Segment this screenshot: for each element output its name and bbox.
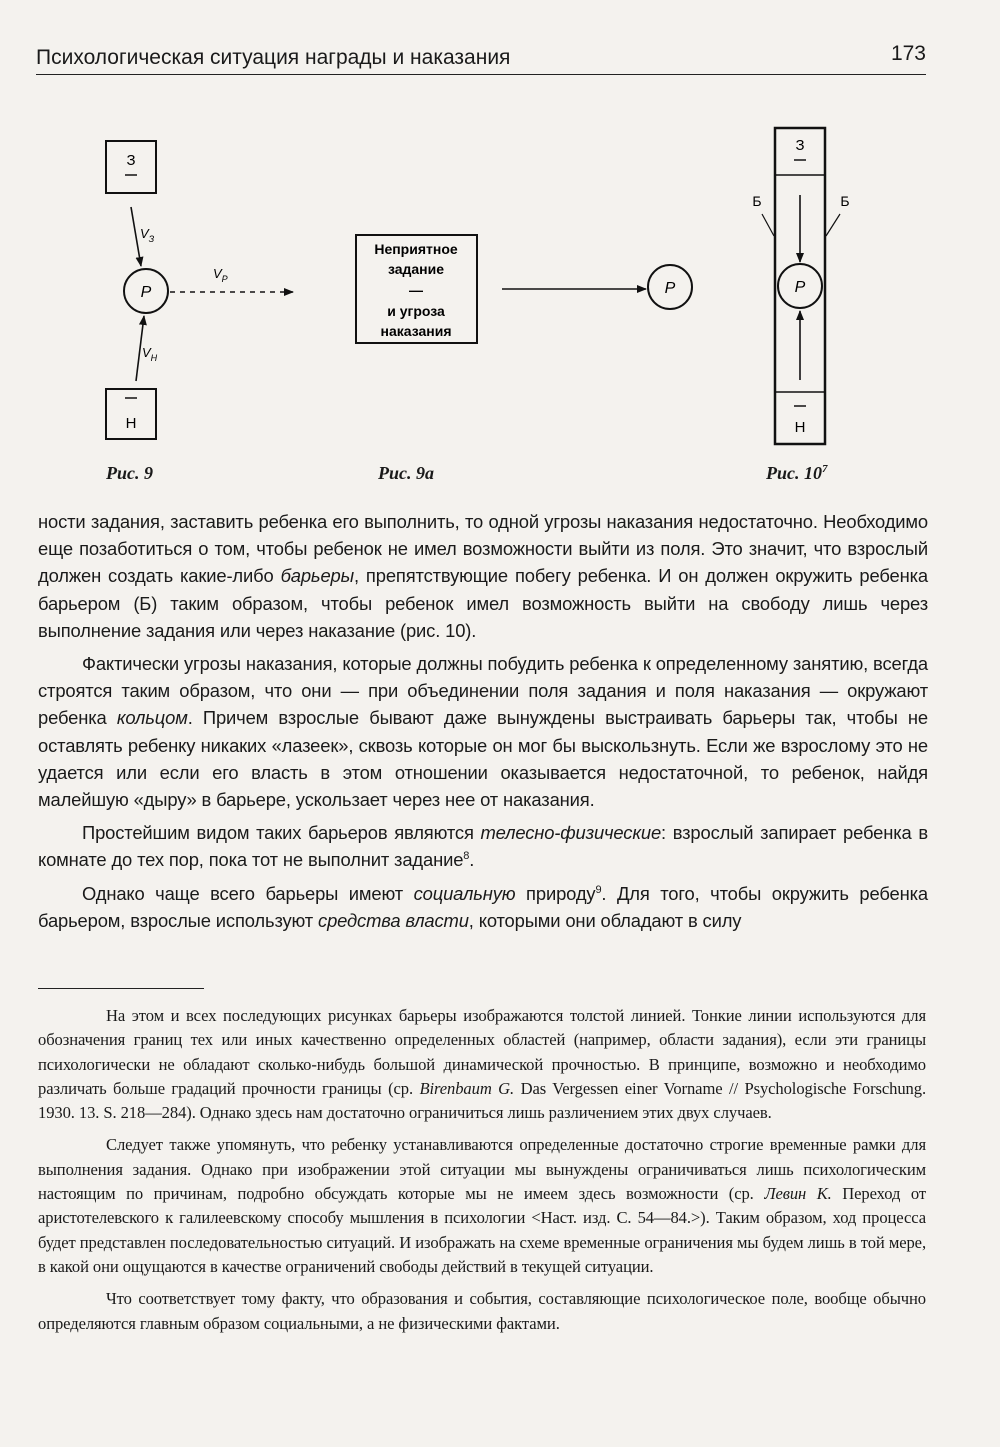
box-line-3: — — [409, 282, 423, 298]
punishment-label: Н — [125, 415, 137, 432]
task-label: З — [126, 152, 136, 169]
task-vector-label: $V_З$ — [140, 226, 155, 244]
box-line-5: наказания — [380, 323, 452, 339]
paragraph-3: Простейшим видом таких барьеров являются телесно-физические: взрослый запирает ребенка в комнате до тех пор, пока тот не выполнит задание$^8$. — [38, 822, 928, 871]
caption-fig9: Рис. 9 — [106, 463, 153, 483]
box-line-4: и угроза — [387, 303, 445, 319]
figure-10 — [752, 128, 849, 444]
figure-9 — [106, 141, 293, 439]
box-line-2: задание — [387, 261, 445, 277]
paragraph-4: Однако чаще всего барьеры имеют социальную природу$^9$. Для того, чтобы окружить ребенка барьером, взрослые используют средства власти, которыми они обладают в силу — [38, 882, 928, 931]
page-number: 173 — [890, 42, 926, 65]
footnote-separator — [38, 988, 204, 989]
result-vector-label: $V_P$ — [213, 266, 228, 284]
person-label: P — [140, 284, 152, 301]
paragraph-1: ности задания, заставить ребенка его выполнить, то одной угрозы наказания недостаточно. Необходимо еще позаботиться о том, чтобы ребенок не имел возможности выйти из поля. Это значит, что взрослый должен создать какие-либо барьеры, препятствующие побегу ребенка. И он должен окружить ребенка барьером (Б) таким образом, чтобы ребенок имел возможность выйти на свободу лишь через выполнение задания или через наказание (рис. 10). — [38, 511, 928, 641]
running-title: Психологическая ситуация награды и наказания — [36, 46, 511, 69]
footnote-ref-9[interactable]: 9 — [595, 883, 602, 896]
footnotes — [38, 1004, 926, 1336]
barrier-pointer-right — [826, 214, 840, 236]
caption-fig9a: Рис. 9а — [378, 463, 434, 483]
barrier-pointer-left — [762, 214, 774, 236]
footnote-ref-8[interactable]: 8 — [463, 850, 470, 863]
figure-9a — [356, 235, 692, 343]
footnote-9: Что соответствует тому факту, что образования и события, составляющие психологическое поле, вообще обычно определяются главным образом социальными, а не физическими фактами. — [38, 1289, 926, 1333]
fig10-task-label: З — [795, 137, 805, 154]
punishment-vector-label: $V_Н$ — [142, 345, 158, 363]
fig10-person-label: P — [794, 279, 806, 296]
fig10-punishment-label: Н — [794, 419, 806, 436]
body-text — [38, 508, 928, 934]
figures — [0, 80, 1000, 460]
barrier-label-right: Б — [840, 193, 850, 209]
page-header — [36, 40, 926, 75]
footnote-8: Следует также упомянуть, что ребенку устанавливаются определенные достаточно строгие временные рамки для выполнения задания. Однако при изображении этой ситуации мы вынуждены ограничиваться лишь психологическим настоящим по причинам, подробно обсуждать которые мы не имеем здесь возможности (ср. Левин К. Переход от аристотелевского к галилеевскому способу мышления в психологии <Наст. изд. С. 54—84.>). Таким образом, ход процесса будет представлен последовательностью ситуаций. И изображать на схеме временные ограничения мы будем лишь в той мере, в какой они ощущаются в качестве ограничений свободы действий в текущей ситуации. — [38, 1135, 926, 1276]
barrier-label-left: Б — [752, 193, 762, 209]
footnote-7: На этом и всех последующих рисунках барьеры изображаются толстой линией. Тонкие линии используются для обозначения границ тех или иных качественно определенных областей (например, области задания), если эти границы психологически не обладают сколько-нибудь большой динамической прочностью. В принципе, возможно и необходимо различать больше градаций прочности границы (ср. Birenbaum G. Das Vergessen einer Vorname // Psychologische Forschung. 1930. 13. S. 218—284). Однако здесь нам достаточно ограничиться лишь различением этих двух случаев. — [38, 1006, 926, 1123]
paragraph-2: Фактически угрозы наказания, которые должны побудить ребенка к определенному занятию, всегда строятся таким образом, что они — при объединении поля задания и поля наказания — окружают ребенка кольцом. Причем взрослые бывают даже вынуждены выстраивать барьеры так, чтобы не оставлять ребенку никаких «лазеек», сквозь которые он мог бы выскользнуть. Если же взрослому это не удается или если его власть в этом отношении оказывается недостаточной, то ребенок, найдя малейшую «дыру» в барьере, ускользает через нее от наказания. — [38, 653, 928, 811]
box-line-1: Неприятное — [374, 241, 458, 257]
fig9a-person-label: P — [664, 280, 676, 297]
caption-fig10: Рис. $10^7$ — [766, 463, 828, 483]
